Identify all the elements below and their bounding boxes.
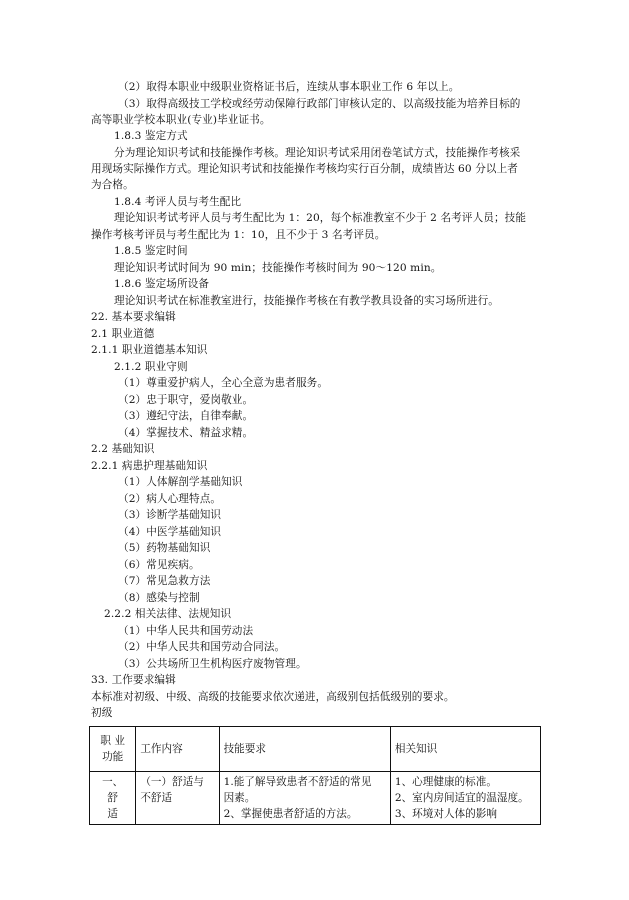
header-cell-work-content: [136, 727, 219, 772]
text-line: （2）病人心理特点。: [118, 493, 222, 505]
text-line: （6）常见疾病。: [118, 559, 200, 571]
text-line: （4）掌握技术、精益求精。: [118, 427, 254, 439]
text-line: 2.2.1 病患护理基础知识: [91, 460, 208, 472]
text-line: 22. 基本要求编辑: [91, 311, 176, 323]
text-line: 本标准对初级、中级、高级的技能要求依次递进，高级别包括低级别的要求。: [91, 691, 455, 703]
text-line: 1.8.6 鉴定场所设备: [114, 278, 210, 290]
cell-text-line: 2、掌握使患者舒适的方法。: [223, 808, 358, 820]
table-header-row: [90, 727, 541, 772]
text-line: 初级: [91, 707, 113, 719]
table-cell: [136, 772, 219, 825]
cell-text-line: 功能: [102, 751, 124, 763]
text-line: 2.2.2 相关法律、法规知识: [104, 608, 232, 620]
text-line: （3）取得高级技工学校或经劳动保障行政部门审核认定的、以高级技能为培养目标的: [118, 98, 521, 110]
text-line: （5）药物基础知识: [118, 542, 211, 554]
text-line: 为合格。: [91, 179, 134, 191]
text-line: （1）尊重爱护病人，全心全意为患者服务。: [118, 377, 329, 389]
text-line: 分为理论知识考试和技能操作考核。理论知识考试采用闭卷笔试方式，技能操作考核采: [114, 147, 521, 159]
cell-text-line: 1.能了解导致患者不舒适的常见: [223, 776, 372, 788]
text-line: 2.1.1 职业道德基本知识: [91, 344, 208, 356]
text-line: （1）中华人民共和国劳动法: [118, 625, 254, 637]
text-line: （7）常见急救方法: [118, 575, 211, 587]
text-line: 用现场实际操作方式。理论知识考试和技能操作考核均实行百分制，成绩皆达 60 分以上者: [91, 163, 518, 175]
cell-text-line: （一）舒适与: [140, 776, 204, 788]
work-requirements-table: [89, 726, 541, 825]
text-line: （2）中华人民共和国劳动合同法。: [118, 641, 286, 653]
cell-text-line: 2、室内房间适宜的温湿度。: [394, 792, 529, 804]
text-line: 高等职业学校本职业(专业)毕业证书。: [91, 114, 271, 126]
text-line: （2）忠于职守，爱岗敬业。: [118, 394, 254, 406]
cell-text-line: 因素。: [223, 792, 256, 804]
cell-text-line: 工作内容: [140, 743, 183, 755]
table-row: [90, 772, 541, 825]
cell-text-line: 职 业: [100, 735, 125, 747]
header-cell-related-knowledge: [390, 727, 540, 772]
text-line: 2.1 职业道德: [91, 328, 155, 340]
cell-text-line: 相关知识: [394, 743, 438, 755]
header-cell-function: [90, 727, 136, 772]
text-line: 理论知识考试考评人员与考生配比为 1：20，每个标准教室不少于 2 名考评人员；技能: [114, 212, 527, 224]
text-line: 2.1.2 职业守则: [114, 361, 188, 373]
table-cell: [90, 772, 136, 825]
text-line: 1.8.3 鉴定方式: [114, 130, 188, 142]
text-line: 理论知识考试时间为 90 min；技能操作考核时间为 90～120 min。: [114, 262, 442, 274]
text-line: （2）取得本职业中级职业资格证书后，连续从事本职业工作 6 年以上。: [118, 81, 460, 93]
cell-text-line: 一、: [102, 776, 124, 788]
cell-text-line: 不舒适: [140, 792, 173, 804]
text-line: 2.2 基础知识: [91, 443, 155, 455]
header-cell-skill-requirements: [219, 727, 390, 772]
text-line: （3）公共场所卫生机构医疗废物管理。: [118, 658, 307, 670]
text-line: （8）感染与控制: [118, 592, 200, 604]
text-line: （3）诊断学基础知识: [118, 509, 222, 521]
cell-text-line: 技能要求: [223, 743, 266, 755]
table-cell: [390, 772, 540, 825]
text-line: 1.8.5 鉴定时间: [114, 245, 188, 257]
table-cell: [219, 772, 390, 825]
text-line: 操作考核考评员与考生配比为 1：10，且不少于 3 名考评员。: [91, 229, 386, 241]
text-line: （1）人体解剖学基础知识: [118, 476, 243, 488]
cell-text-line: 1、心理健康的标准。: [394, 776, 497, 788]
cell-text-line: 舒: [107, 792, 118, 804]
cell-text-line: 适: [107, 808, 118, 820]
text-line: （4）中医学基础知识: [118, 526, 222, 538]
cell-text-line: 3、环境对人体的影响: [394, 808, 497, 820]
text-line: （3）遵纪守法，自律奉献。: [118, 410, 254, 422]
text-line: 理论知识考试在标准教室进行，技能操作考核在有教学教具设备的实习场所进行。: [114, 295, 499, 307]
text-line: 1.8.4 考评人员与考生配比: [114, 196, 242, 208]
text-line: 33. 工作要求编辑: [91, 674, 176, 686]
